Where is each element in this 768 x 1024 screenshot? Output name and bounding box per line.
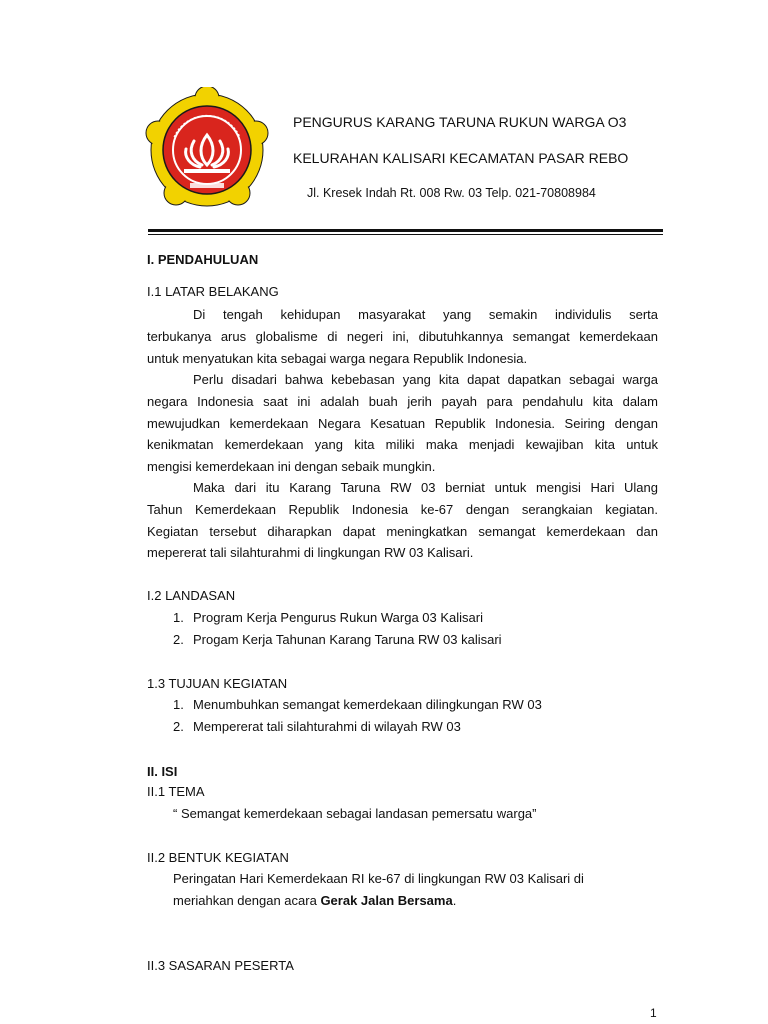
paragraph-line: mepererat tali silahturahmi di lingkungan RW 03 Kalisari. [147,545,474,561]
org-name-line2: KELURAHAN KALISARI KECAMATAN PASAR REBO [293,150,629,166]
paragraph-line: kenikmatan kemerdekaan yang kita miliki maka menjadi kewajiban kita untuk [147,437,658,453]
subheading-sasaran-peserta: II.3 SASARAN PESERTA [147,958,294,973]
subheading-tujuan-kegiatan: 1.3 TUJUAN KEGIATAN [147,676,288,691]
paragraph-line: mengisi kemerdekaan ini dengan sebaik mungkin. [147,459,436,475]
section-heading-isi: II. ISI [147,764,178,779]
subheading-landasan: I.2 LANDASAN [147,588,236,603]
paragraph-line: Kegiatan tersebut diharapkan dapat meningkatkan semangat kemerdekaan dan [147,523,658,539]
activity-description-line2 [173,893,456,908]
logo-base-bar [184,169,230,173]
paragraph-1 [147,304,658,369]
list-item [173,632,502,647]
paragraph-3 [147,477,658,564]
org-name-line1: PENGURUS KARANG TARUNA RUKUN WARGA O3 [293,114,627,130]
org-address: Jl. Kresek Indah Rt. 008 Rw. 03 Telp. 021-70808984 [307,186,596,200]
paragraph-line: negara Indonesia saat ini adalah buah jerih payah para pendahulu kita dalam [147,393,658,409]
subheading-bentuk-kegiatan: II.2 BENTUK KEGIATAN [147,850,289,865]
list-item [173,697,542,712]
theme-quote: “ Semangat kemerdekaan sebagai landasan pemersatu warga” [173,806,537,821]
page-number: 1 [650,1006,657,1020]
paragraph-line: untuk menyatukan kita sebagai warga negara Republik Indonesia. [147,350,528,366]
section-heading-pendahuluan: I. PENDAHULUAN [147,252,259,267]
paragraph-line: mewujudkan kemerdekaan Negara Kesatuan Republik Indonesia. Seiring dengan [147,415,658,431]
list-text: Program Kerja Pengurus Rukun Warga 03 Kalisari [193,610,483,625]
subheading-tema: II.1 TEMA [147,784,205,799]
paragraph-line: Perlu disadari bahwa kebebasan yang kita dapat dapatkan sebagai warga [193,372,658,387]
header-divider-thin [148,234,663,235]
activity-name-bold: Gerak Jalan Bersama [320,893,453,908]
list-item [173,610,483,625]
paragraph-line: Di tengah kehidupan masyarakat yang semakin individulis serta [193,307,658,322]
activity-text-end: . [452,893,457,908]
list-number: 2. [173,632,184,647]
logo-red-ring [163,106,251,194]
list-number: 1. [173,610,184,625]
list-text: Menumbuhkan semangat kemerdekaan dilingkungan RW 03 [193,697,542,712]
list-text: Progam Kerja Tahunan Karang Taruna RW 03 kalisari [193,632,502,647]
header-divider-thick [148,229,663,232]
list-number: 2. [173,719,184,734]
subheading-latar-belakang: I.1 LATAR BELAKANG [147,284,279,299]
paragraph-line: Maka dari itu Karang Taruna RW 03 berniat untuk mengisi Hari Ulang [193,480,658,495]
activity-description-line1: Peringatan Hari Kemerdekaan RI ke-67 di lingkungan RW 03 Kalisari di [173,871,584,886]
organization-logo [144,87,270,213]
paragraph-line: terbukanya arus globalisme di negeri ini, dibutuhkannya semangat kemerdekaan [147,328,658,344]
list-text: Mempererat tali silahturahmi di wilayah RW 03 [193,719,461,734]
paragraph-2 [147,369,658,478]
list-number: 1. [173,697,184,712]
activity-text: meriahkan dengan acara [173,893,321,908]
paragraph-line: Tahun Kemerdekaan Republik Indonesia ke-67 dengan serangkaian kegiatan. [147,501,658,517]
list-item [173,719,461,734]
